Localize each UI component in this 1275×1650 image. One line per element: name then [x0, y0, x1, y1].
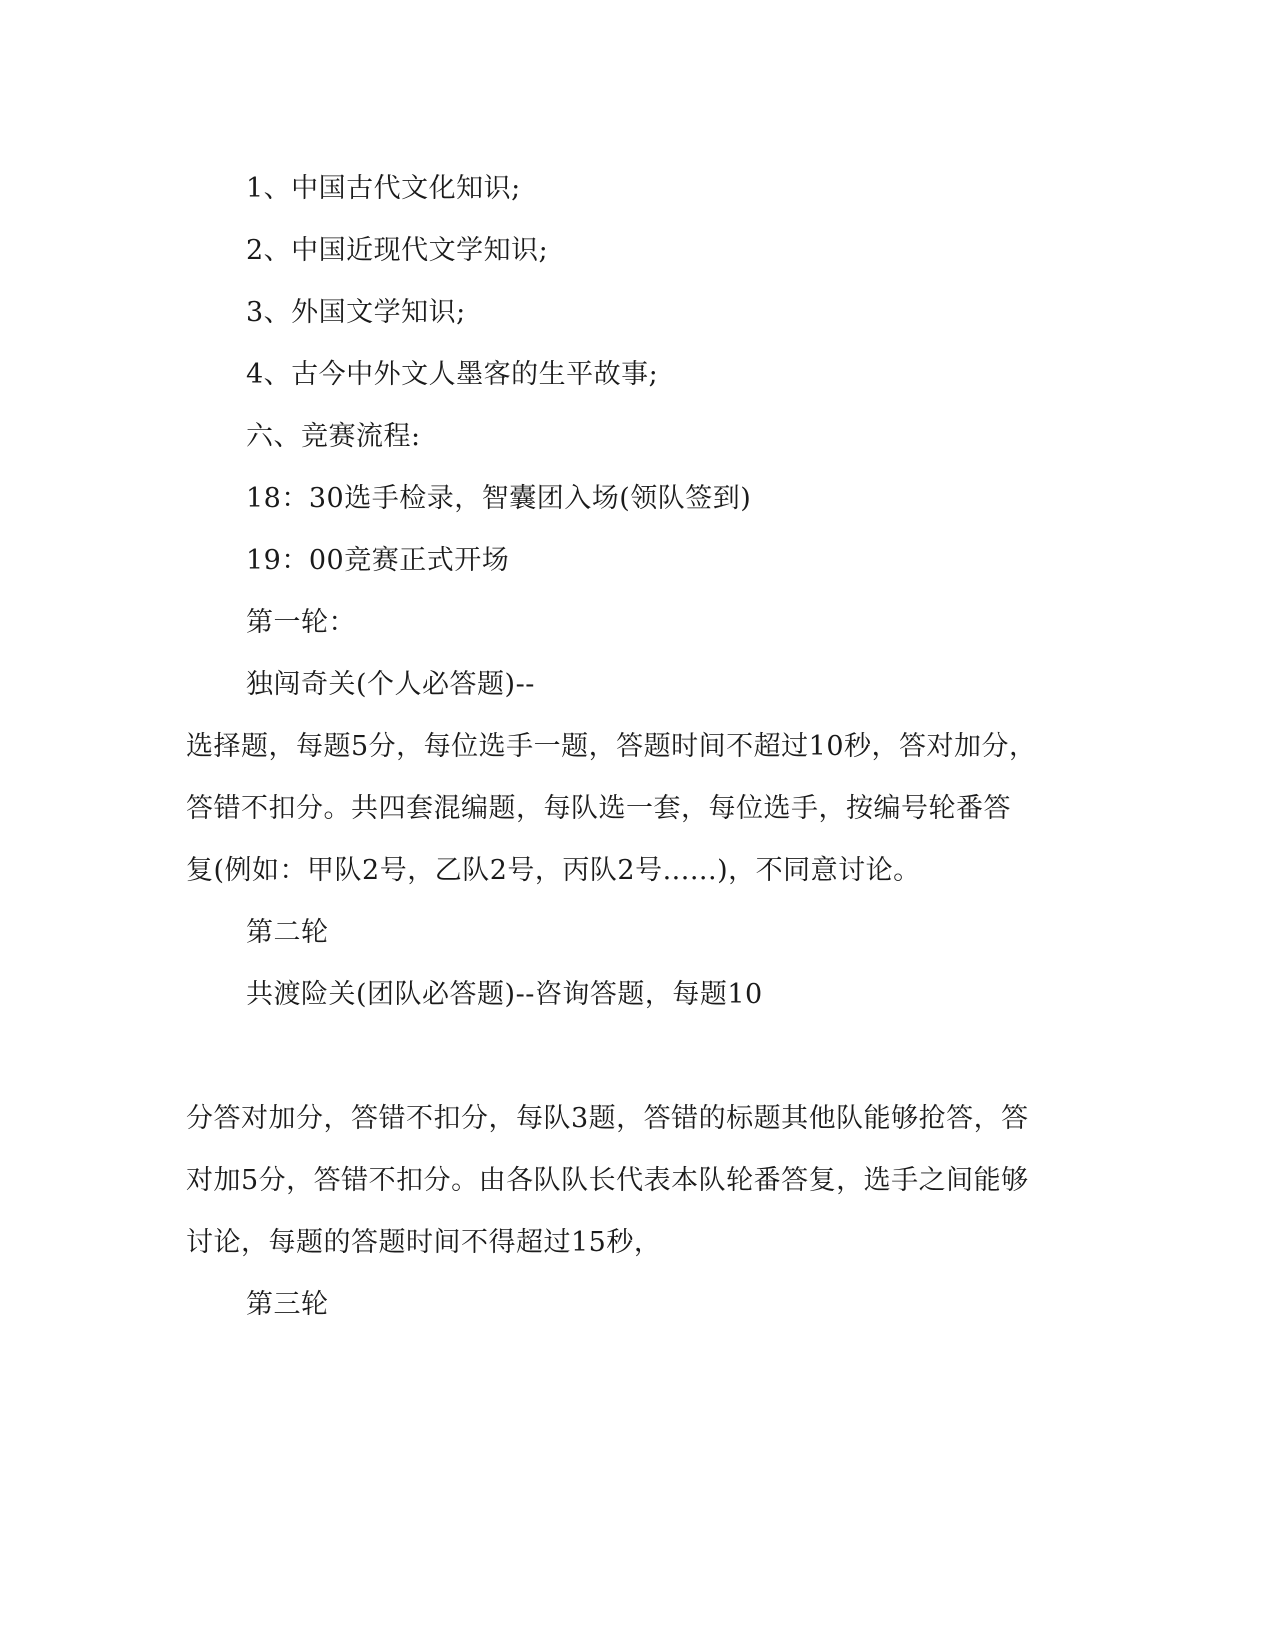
schedule-line-checkin: 18：30选手检录，智囊团入场(领队签到) [246, 483, 752, 514]
round-two-rules-line-2: 对加5分，答错不扣分。由各队队长代表本队轮番答复，选手之间能够 [186, 1165, 1029, 1196]
round-one-rules-line-1: 选择题，每题5分，每位选手一题，答题时间不超过10秒，答对加分， [186, 731, 1037, 762]
schedule-line-start: 19：00竞赛正式开场 [246, 545, 510, 576]
round-one-title: 独闯奇关(个人必答题)-- [246, 669, 535, 700]
list-item-4: 4、古今中外文人墨客的生平故事; [246, 359, 659, 390]
list-item-1: 1、中国古代文化知识; [246, 173, 521, 204]
round-two-heading: 第二轮 [246, 917, 329, 948]
round-one-rules-line-3: 复(例如：甲队2号，乙队2号，丙队2号......)，不同意讨论。 [186, 855, 921, 886]
round-one-rules-line-2: 答错不扣分。共四套混编题，每队选一套，每位选手，按编号轮番答 [186, 793, 1011, 824]
round-two-title: 共渡险关(团队必答题)--咨询答题，每题10 [246, 979, 763, 1010]
round-three-heading: 第三轮 [246, 1289, 329, 1320]
section-heading-process: 六、竞赛流程: [246, 421, 421, 452]
round-two-rules-line-1: 分答对加分，答错不扣分，每队3题，答错的标题其他队能够抢答，答 [186, 1103, 1029, 1134]
list-item-3: 3、外国文学知识; [246, 297, 466, 328]
round-one-heading: 第一轮： [246, 607, 356, 638]
round-two-rules-line-3: 讨论，每题的答题时间不得超过15秒， [186, 1227, 662, 1258]
list-item-2: 2、中国近现代文学知识; [246, 235, 549, 266]
